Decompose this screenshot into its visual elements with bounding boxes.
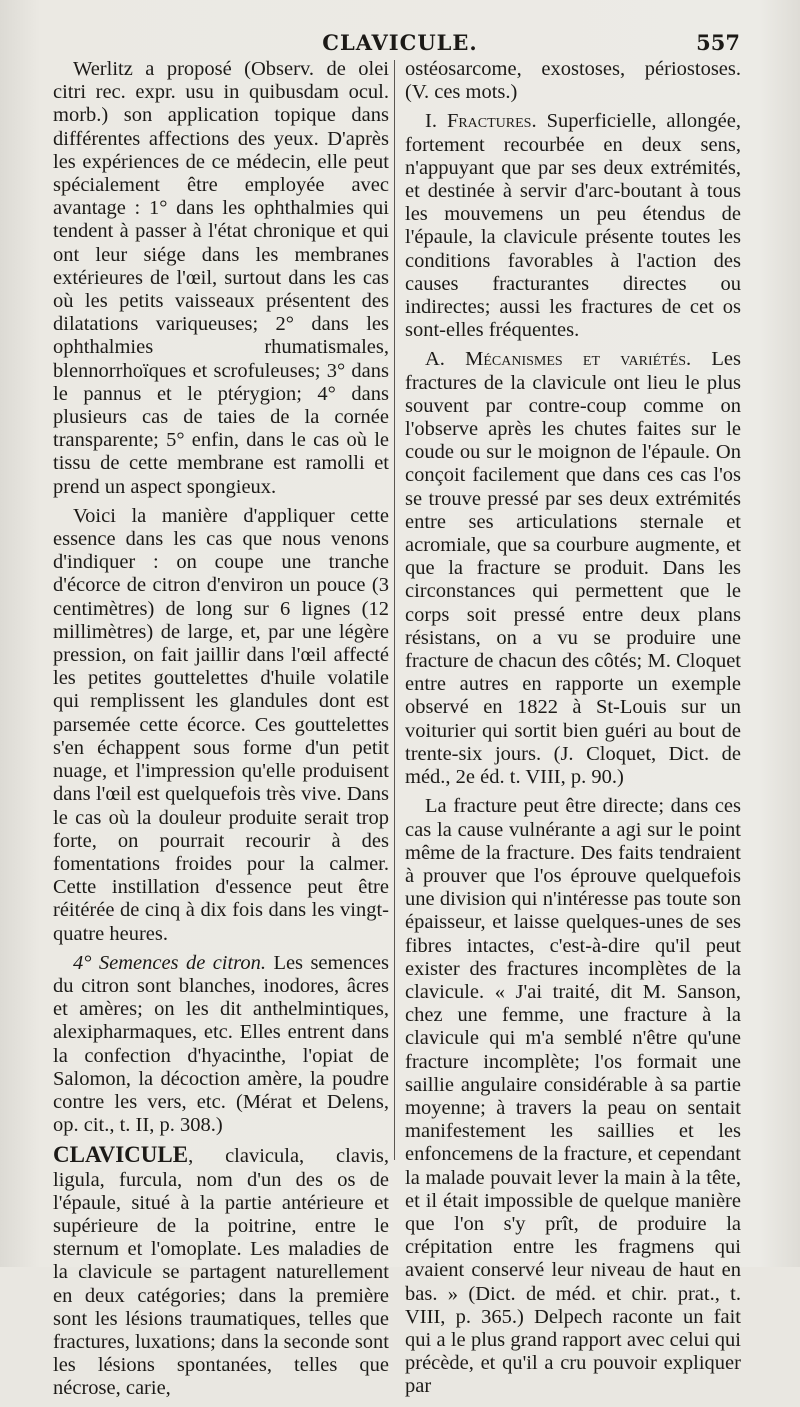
left-column <box>53 58 389 1407</box>
paragraph-fracture-directe: La fracture peut être directe; dans ces cas la cause vulnérante a agi sur le point même de la fracture. Des faits tendraient à prouver que l'os éprouve quelquefois une division qui n'intéresse pas toute son épaisseur, et laisse quelques-unes de ses fibres intactes, c'est-à-dire qu'il peut exister des fractures incomplètes de la clavicule. « J'ai traité, dit M. Sanson, chez une femme, une fracture à la clavicule qui m'a semblé n'être qu'une fracture incomplète; l'os formait une saillie angulaire considérable à sa partie moyenne; à travers la peau on sentait manifestement les saillies et les enfoncemens de la fracture, et cependant la malade pouvait lever la main à la tête, et il était impossible de quelque manière que l'on s'y prît, de produire la crépitation entre les fragmens qui avaient conservé leur niveau de haut en bas. » (Dict. de méd. et chir. prat., t. VIII, p. 365.) Delpech raconte un fait qui a le plus grand rapport avec celui qui précède, et qu'il a cru pouvoir expliquer par <box>405 795 741 1398</box>
running-title: CLAVICULE. <box>322 30 478 55</box>
paragraph-continuation: ostéosarcome, exostoses, périostoses. (V. ces mots.) <box>405 58 741 104</box>
mecanismes-text: Les fractures de la clavicule ont lieu le plus souvent par contre-coup comme on l'observe après les chutes faites sur le coude ou sur le moignon de l'épaule. On conçoit facilement que dans ces cas l'os se trouve pressé par ses deux extrémités entre ses articulations sternale et acromiale, que sa courbure augmente, et que la fracture se produit. Dans les circonstances qui permettent que le corps soit pressé entre deux plans résistans, on a vu se produire une fracture de chacun des côtés; M. Cloquet entre autres en rapporte un exemple observé en 1822 à St-Louis sur un voiturier qui sortit bien guéri au bout de trente-six jours. (J. Cloquet, Dict. de méd., 2e éd. t. VIII, p. 90.) <box>405 348 741 789</box>
entry-headword: CLAVICULE <box>53 1142 189 1168</box>
paragraph-application: Voici la manière d'appliquer cette essence dans les cas que nous venons d'indiquer : on coupe une tranche d'écorce de citron d'environ un pouce (3 centimètres) de long sur 6 lignes (12 millimètres) de large, et, par une légère pression, on fait jaillir dans l'œil affecté les petites gouttelettes d'huile volatile qui remplissent les glandules dont est parsemée cette écorce. Ces gouttelettes s'en échappent sous forme d'un petit nuage, et l'impression qu'elle produisent dans l'œil est quelquefois très vive. Dans le cas où la douleur produite serait trop forte, on pourrait recourir à des fomentations froides pour la calmer. Cette instillation d'essence peut être réitérée de cinq à dix fois dans les vingt-quatre heures. <box>53 504 389 945</box>
right-column <box>405 58 741 1405</box>
paragraph-werlitz: Werlitz a proposé (Observ. de olei citri rec. expr. usu in quibusdam ocul. morb.) son application topique dans différentes affections des yeux. D'après les expériences de ce médecin, elle peut spécialement être employée avec avantage : 1° dans les ophthalmies qui tendent à passer à l'état chronique et qui ont leur siége dans les membranes extérieures de l'œil, surtout dans les cas où les petits vaisseaux présentent des dilatations variqueuses; 2° dans les ophthalmies rhumatismales, blennorrhoïques et scrofuleuses; 3° dans le pannus et le ptérygion; 4° dans plusieurs cas de taies de la cornée transparente; 5° enfin, dans le cas où le tissu de cette membrane est ramolli et prend un aspect spongieux. <box>53 58 389 498</box>
fractures-heading: I. Fractures. <box>425 110 537 133</box>
paragraph-clavicule-entry <box>53 1143 389 1400</box>
page-number: 557 <box>696 30 740 55</box>
fractures-text: Superficielle, allongée, fortement recourbée en deux sens, n'appuyant que par ses deux extrémités, et destinée à servir d'arc-boutant à tous les mouvemens un peu étendus de l'épaule, la clavicule présente toutes les conditions favorables à l'action des causes fracturantes directes ou indirectes; aussi les fractures de cet os sont-elles fréquentes. <box>405 110 741 342</box>
semences-heading: 4° Semences de citron. <box>73 951 267 974</box>
semences-text: Les semences du citron sont blanches, inodores, âcres et amères; on les dit anthelmintiques, alexipharmaques, etc. Elles entrent dans la confection d'hyacinthe, l'opiat de Salomon, la décoction amère, la poudre contre les vers, etc. (Mérat et Delens, op. cit., t. II, p. 308.) <box>53 951 389 1137</box>
paragraph-fractures <box>405 110 741 342</box>
paragraph-semences <box>53 952 389 1138</box>
paragraph-mecanismes <box>405 348 741 789</box>
entry-definition: , clavicula, clavis, ligula, furcula, nom d'un des os de l'épaule, situé à la partie antérieure et supérieure de la poitrine, entre le sternum et l'omoplate. Les maladies de la clavicule se partagent naturellement en deux catégories; dans la première sont les lésions traumatiques, telles que fractures, luxations; dans la seconde sont les lésions spontanées, telles que nécrose, carie, <box>53 1145 389 1400</box>
mecanismes-heading: A. Mécanismes et variétés. <box>425 348 692 371</box>
column-divider <box>394 60 395 1160</box>
